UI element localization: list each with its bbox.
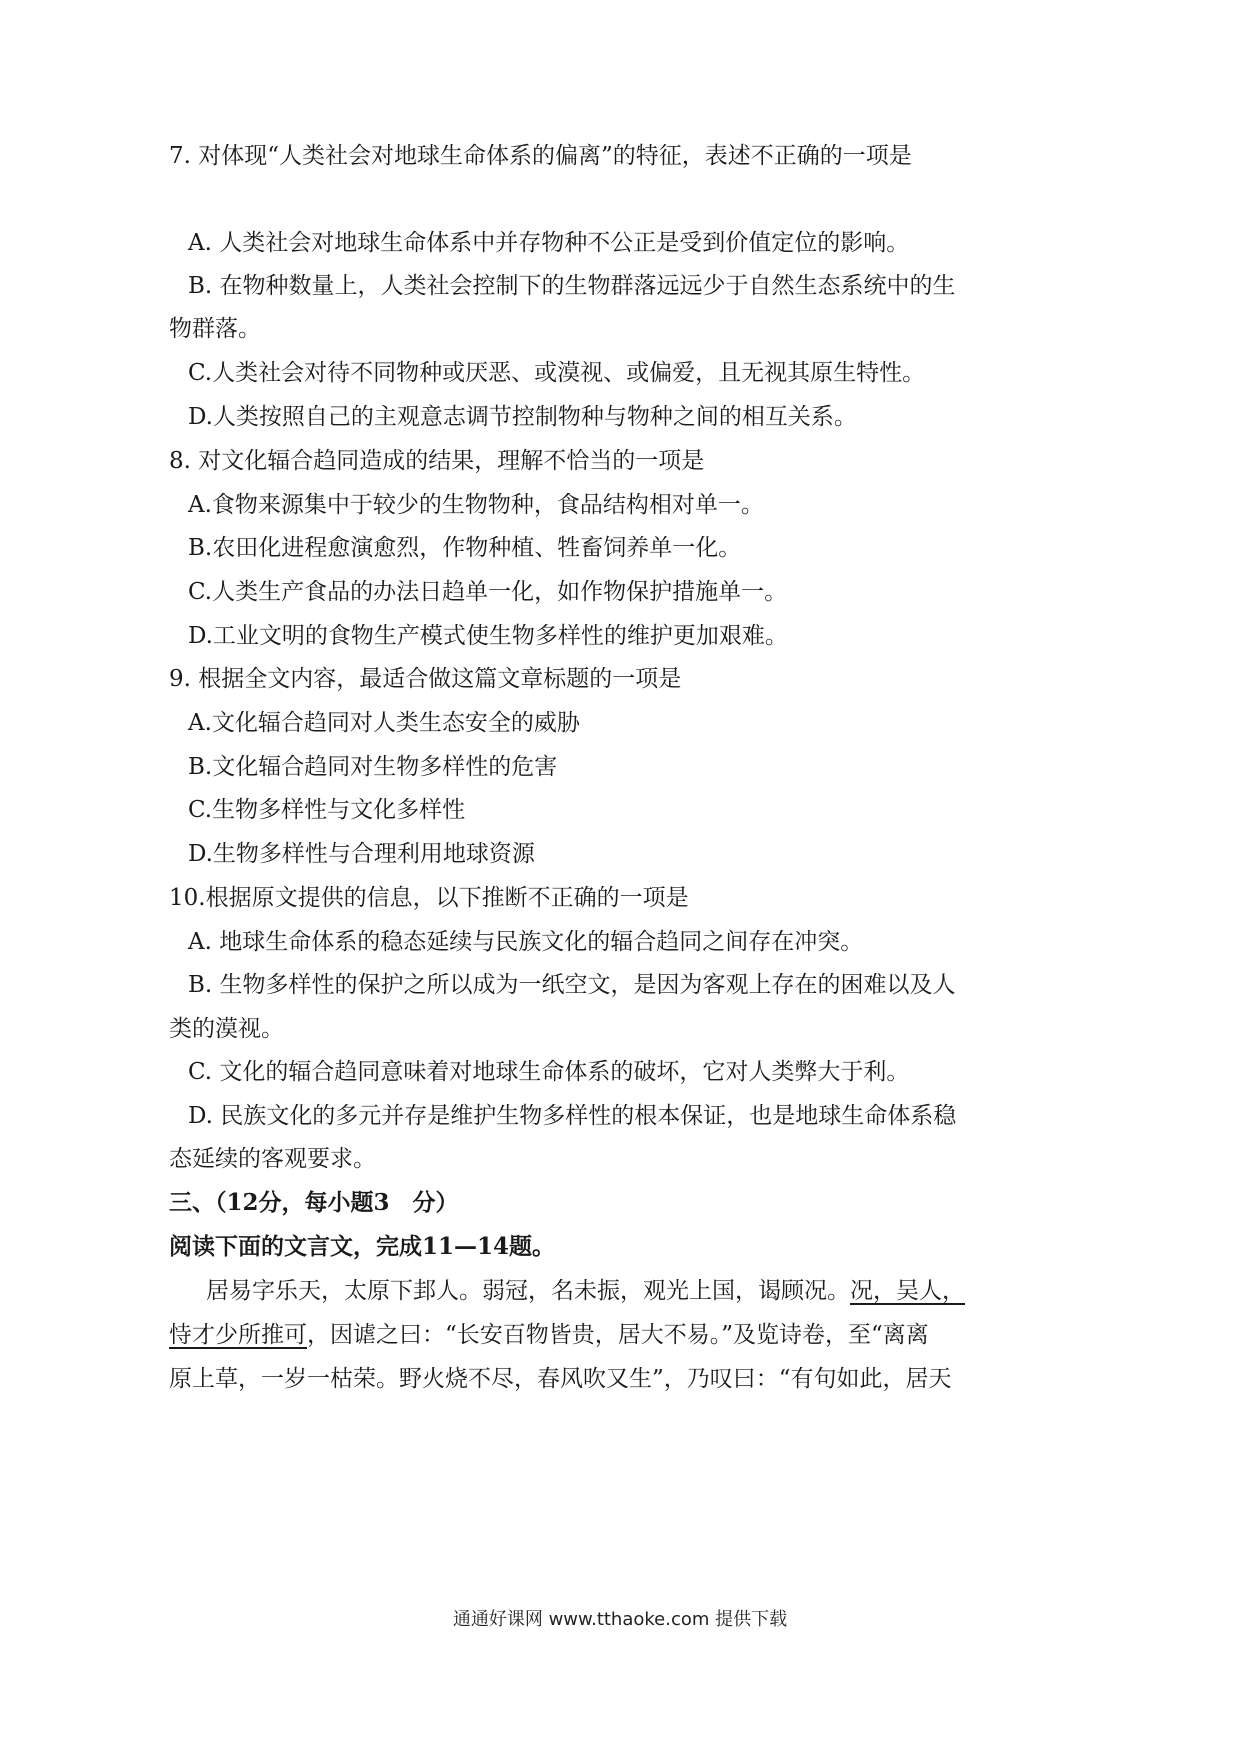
q8-stem: 8. 对文化辐合趋同造成的结果，理解不恰当的一项是	[169, 448, 705, 474]
q7-option-a: A. 人类社会对地球生命体系中并存物种不公正是受到价值定位的影响。	[188, 230, 910, 256]
q10-option-a: A. 地球生命体系的稳态延续与民族文化的辐合趋同之间存在冲突。	[188, 929, 864, 955]
q10-option-b-line1: B. 生物多样性的保护之所以成为一纸空文，是因为客观上存在的困难以及人	[188, 972, 956, 998]
q10-option-d-line1: D. 民族文化的多元并存是维护生物多样性的根本保证，也是地球生命体系稳	[188, 1103, 957, 1129]
section-instruction: 阅读下面的文言文，完成11—14题。	[169, 1233, 556, 1260]
underlined-phrase: 况，吴人，	[850, 1278, 965, 1304]
q9-option-b: B.文化辐合趋同对生物多样性的危害	[188, 754, 558, 780]
passage-line-2	[169, 1320, 929, 1350]
passage-line-3: 原上草，一岁一枯荣。野火烧不尽，春风吹又生”，乃叹曰：“有句如此，居天	[169, 1366, 952, 1392]
footer-credit: 通通好课网 www.tthaoke.com 提供下载	[452, 1609, 788, 1630]
q7-option-c: C.人类社会对待不同物种或厌恶、或漠视、或偏爱，且无视其原生特性。	[188, 360, 926, 386]
q8-option-b: B.农田化进程愈演愈烈，作物种植、牲畜饲养单一化。	[188, 535, 742, 561]
q9-option-a: A.文化辐合趋同对人类生态安全的威胁	[188, 710, 580, 736]
q9-stem: 9. 根据全文内容，最适合做这篇文章标题的一项是	[169, 666, 682, 692]
q7-stem: 7. 对体现“人类社会对地球生命体系的偏离”的特征，表述不正确的一项是	[169, 143, 912, 169]
passage-line-1	[206, 1276, 965, 1306]
passage-text: ，因谑之曰：“长安百物皆贵，居大不易。”及览诗卷，至“离离	[307, 1322, 929, 1348]
q8-option-c: C.人类生产食品的办法日趋单一化，如作物保护措施单一。	[188, 579, 788, 605]
q9-option-d: D.生物多样性与合理利用地球资源	[188, 841, 535, 867]
q10-option-b-line2: 类的漠视。	[169, 1016, 284, 1042]
q10-option-c: C. 文化的辐合趋同意味着对地球生命体系的破坏，它对人类弊大于利。	[188, 1059, 910, 1085]
q9-option-c: C.生物多样性与文化多样性	[188, 797, 466, 823]
q7-option-b-line1: B. 在物种数量上，人类社会控制下的生物群落远远少于自然生态系统中的生	[188, 273, 956, 299]
q8-option-d: D.工业文明的食物生产模式使生物多样性的维护更加艰难。	[188, 623, 788, 649]
q7-option-d: D.人类按照自己的主观意志调节控制物种与物种之间的相互关系。	[188, 404, 857, 430]
q7-option-b-line2: 物群落。	[169, 316, 261, 342]
underlined-phrase: 恃才少所推可	[169, 1322, 307, 1348]
q10-stem: 10.根据原文提供的信息，以下推断不正确的一项是	[169, 885, 689, 911]
q8-option-a: A.食物来源集中于较少的生物物种，食品结构相对单一。	[188, 492, 764, 518]
passage-text: 居易字乐天，太原下邽人。弱冠，名未振，观光上国，谒顾况。	[206, 1278, 850, 1304]
q10-option-d-line2: 态延续的客观要求。	[169, 1146, 376, 1172]
section-heading: 三、（12分，每小题3 分）	[169, 1189, 459, 1216]
